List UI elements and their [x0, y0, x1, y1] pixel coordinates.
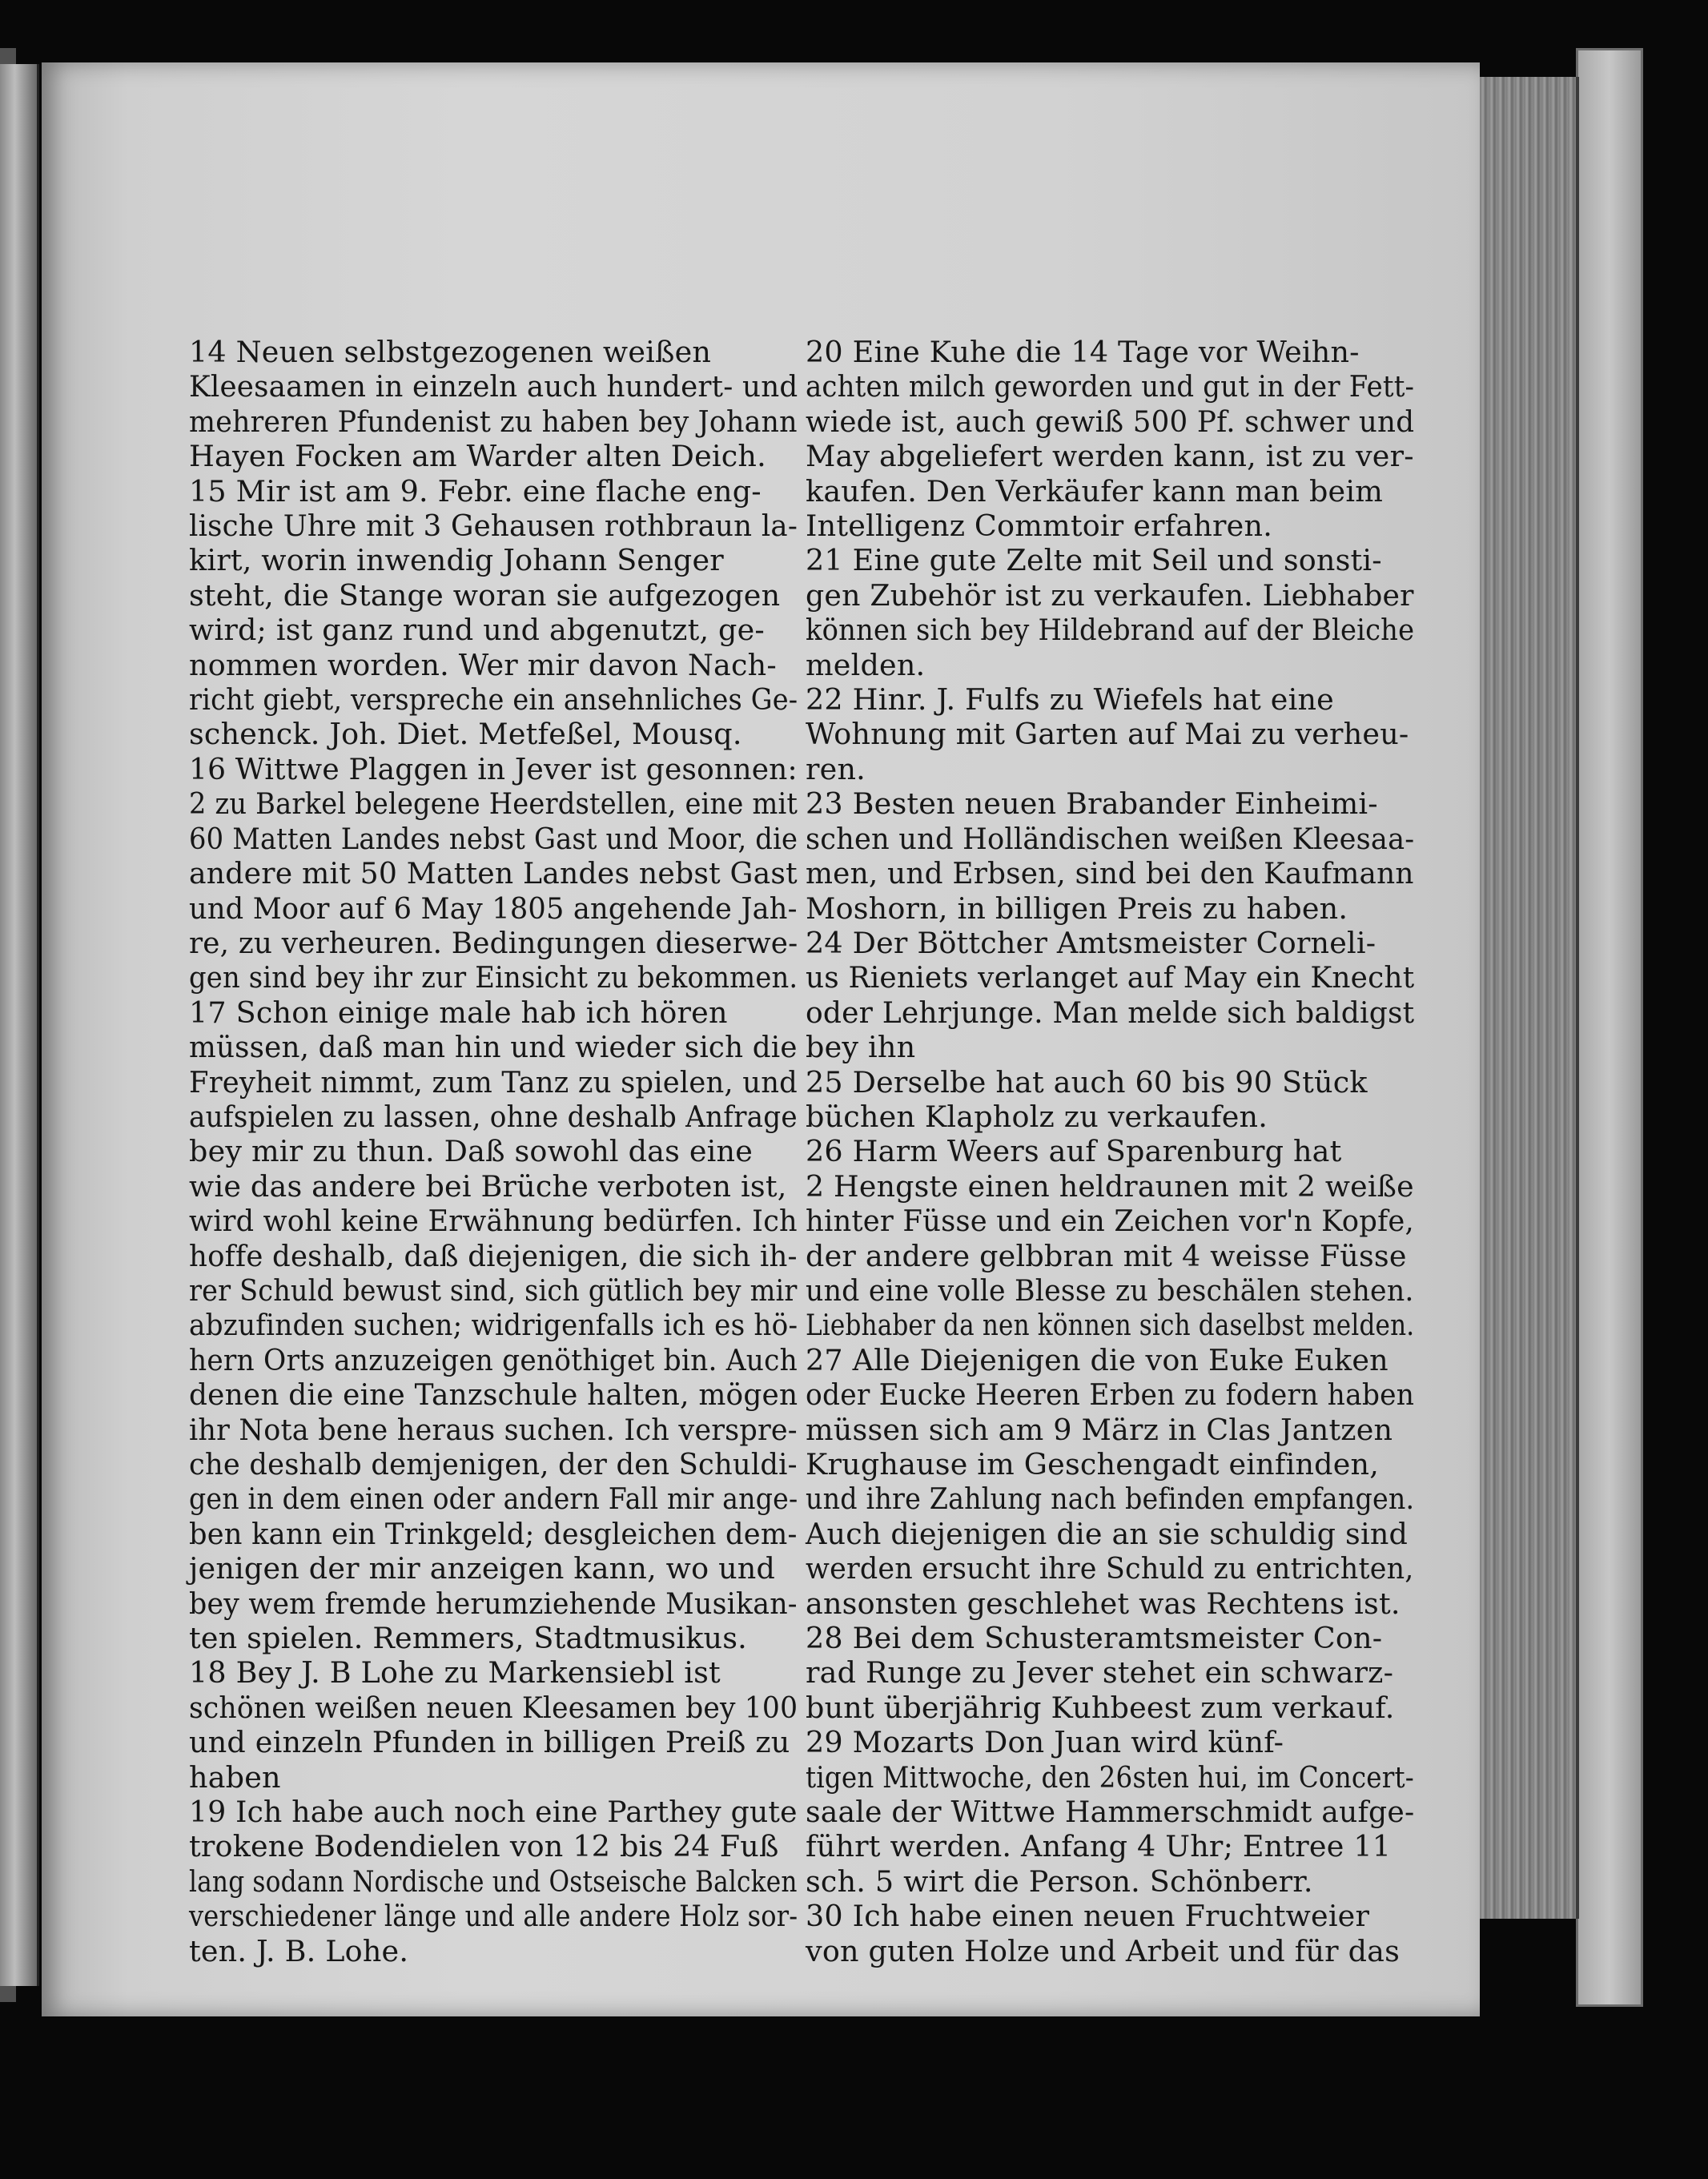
text-line: bey wem fremde herumziehende Musikan- [189, 1586, 798, 1621]
text-line: oder Lehrjunge. Man melde sich baldigst [806, 995, 1415, 1030]
text-line: hoffe deshalb, daß diejenigen, die sich ih- [189, 1238, 798, 1273]
text-line: re, zu verheuren. Bedingungen dieserwe- [189, 925, 798, 960]
text-line: und ihre Zahlung nach befinden empfangen. [806, 1481, 1415, 1517]
text-line: rer Schuld bewust sind, sich gütlich bey mir [189, 1272, 798, 1308]
text-line: 17 Schon einige male hab ich hören [189, 995, 728, 1030]
text-line: us Rieniets verlanget auf May ein Knecht [806, 960, 1415, 995]
text-line: che deshalb demjenigen, der den Schuldi- [189, 1447, 798, 1481]
text-line: ren. [806, 751, 866, 786]
text-line: Liebhaber da nen können sich daselbst melden. [806, 1308, 1415, 1343]
text-line: 25 Derselbe hat auch 60 bis 90 Stück [806, 1064, 1368, 1100]
text-line: 21 Eine gute Zelte mit Seil und sonsti- [806, 543, 1382, 578]
text-line: rad Runge zu Jever stehet ein schwarz- [806, 1655, 1394, 1691]
text-line: Freyheit nimmt, zum Tanz zu spielen, und [189, 1064, 798, 1100]
text-line: bey ihn [806, 1030, 916, 1065]
page-stack-edges [1480, 77, 1579, 1919]
text-line: 24 Der Böttcher Amtsmeister Corneli- [806, 925, 1376, 960]
text-line: 16 Wittwe Plaggen in Jever ist gesonnen: [189, 751, 798, 786]
right-text-column [806, 335, 1414, 1968]
text-line: der andere gelbbran mit 4 weisse Füsse [806, 1238, 1407, 1273]
facing-page-edge [0, 64, 39, 1986]
text-line: sch. 5 wirt die Person. Schönberr. [806, 1863, 1313, 1899]
text-line: schen und Holländischen weißen Kleesaa- [806, 821, 1415, 856]
text-line: wird; ist ganz rund und abgenutzt, ge- [189, 613, 765, 648]
text-line: müssen sich am 9 März in Clas Jantzen [806, 1412, 1393, 1447]
text-line: 28 Bei dem Schusteramtsmeister Con- [806, 1621, 1383, 1656]
text-line: bey mir zu thun. Daß sowohl das eine [189, 1134, 754, 1169]
text-line: ten. J. B. Lohe. [189, 1933, 409, 1968]
text-line: trokene Bodendielen von 12 bis 24 Fuß [189, 1829, 779, 1864]
text-line: büchen Klapholz zu verkaufen. [806, 1099, 1268, 1134]
left-text-column [189, 335, 798, 1968]
text-line: wird wohl keine Erwähnung bedürfen. Ich [189, 1204, 798, 1239]
text-line: jenigen der mir anzeigen kann, wo und [189, 1551, 776, 1586]
text-line: Hayen Focken am Warder alten Deich. [189, 439, 766, 474]
text-line: und einzeln Pfunden in billigen Preiß zu [189, 1725, 790, 1760]
text-line: tigen Mittwoche, den 26sten hui, im Concert- [806, 1759, 1414, 1795]
text-line: Kleesaamen in einzeln auch hundert- und [189, 369, 798, 404]
text-line: gen Zubehör ist zu verkaufen. Liebhaber [806, 577, 1414, 613]
text-line: Krughause im Geschengadt einfinden, [806, 1447, 1380, 1481]
text-line: bunt überjährig Kuhbeest zum verkauf. [806, 1690, 1395, 1725]
text-line: müssen, daß man hin und wieder sich die [189, 1030, 798, 1065]
text-line: von guten Holze und Arbeit und für das [806, 1933, 1401, 1968]
back-cover-edge [1576, 48, 1643, 2007]
text-line: men, und Erbsen, sind bei den Kaufmann [806, 856, 1414, 891]
text-line: und eine volle Blesse zu beschälen stehen. [806, 1272, 1414, 1308]
text-line: mehreren Pfundenist zu haben bey Johann [189, 404, 798, 439]
text-line: melden. [806, 647, 926, 682]
text-line: Auch diejenigen die an sie schuldig sind [806, 1516, 1409, 1551]
text-line: oder Eucke Heeren Erben zu fodern haben [806, 1377, 1415, 1413]
text-line: hern Orts anzuzeigen genöthiget bin. Auch [189, 1342, 798, 1377]
text-line: lische Uhre mit 3 Gehausen rothbraun la- [189, 509, 798, 544]
text-line: andere mit 50 Matten Landes nebst Gast [189, 856, 798, 891]
text-line: Moshorn, in billigen Preis zu haben. [806, 890, 1348, 926]
text-line: Intelligenz Commtoir erfahren. [806, 509, 1272, 544]
text-line: steht, die Stange woran sie aufgezogen [189, 577, 781, 613]
text-line: 19 Ich habe auch noch eine Parthey gute [189, 1795, 798, 1830]
text-line: 18 Bey J. B Lohe zu Markensiebl ist [189, 1655, 721, 1691]
text-line: achten milch geworden und gut in der Fett- [806, 369, 1415, 404]
text-line: ihr Nota bene heraus suchen. Ich verspre- [189, 1412, 798, 1447]
text-line: saale der Wittwe Hammerschmidt aufge- [806, 1795, 1415, 1830]
text-line: können sich bey Hildebrand auf der Bleiche [806, 613, 1415, 648]
text-line: verschiedener länge und alle andere Holz sor- [189, 1899, 798, 1934]
text-line: werden ersucht ihre Schuld zu entrichten, [806, 1551, 1414, 1586]
text-line: 22 Hinr. J. Fulfs zu Wiefels hat eine [806, 682, 1334, 718]
text-line: schenck. Joh. Diet. Metfeßel, Mousq. [189, 717, 742, 752]
text-line: 2 zu Barkel belegene Heerdstellen, eine mit [189, 786, 798, 822]
text-line: ben kann ein Trinkgeld; desgleichen dem- [189, 1516, 798, 1551]
text-line: gen in dem einen oder andern Fall mir ange- [189, 1481, 798, 1517]
text-line: wie das andere bei Brüche verboten ist, [189, 1168, 787, 1204]
text-line: 15 Mir ist am 9. Febr. eine flache eng- [189, 473, 762, 509]
text-line: ten spielen. Remmers, Stadtmusikus. [189, 1621, 747, 1656]
text-line: Wohnung mit Garten auf Mai zu verheu- [806, 717, 1409, 752]
text-line: haben [189, 1759, 281, 1795]
text-line: abzufinden suchen; widrigenfalls ich es hö- [189, 1308, 798, 1343]
text-line: richt giebt, verspreche ein ansehnliches Ge- [189, 682, 798, 718]
text-line: ansonsten geschlehet was Rechtens ist. [806, 1586, 1401, 1621]
text-line: und Moor auf 6 May 1805 angehende Jah- [189, 890, 798, 926]
text-line: 60 Matten Landes nebst Gast und Moor, die [189, 821, 798, 856]
text-line: 2 Hengste einen heldraunen mit 2 weiße [806, 1168, 1414, 1204]
text-line: 30 Ich habe einen neuen Fruchtweier [806, 1899, 1370, 1934]
text-line: 26 Harm Weers auf Sparenburg hat [806, 1134, 1342, 1169]
text-line: kaufen. Den Verkäufer kann man beim [806, 473, 1384, 509]
text-line: aufspielen zu lassen, ohne deshalb Anfrage [189, 1099, 798, 1134]
text-line: nommen worden. Wer mir davon Nach- [189, 647, 777, 682]
text-line: führt werden. Anfang 4 Uhr; Entree 11 [806, 1829, 1392, 1864]
text-line: 23 Besten neuen Brabander Einheimi- [806, 786, 1378, 822]
text-line: kirt, worin inwendig Johann Senger [189, 543, 724, 578]
text-line: hinter Füsse und ein Zeichen vor'n Kopfe, [806, 1204, 1414, 1239]
text-line: 14 Neuen selbstgezogenen weißen [189, 335, 712, 369]
text-line: schönen weißen neuen Kleesamen bey 100 [189, 1690, 798, 1725]
text-line: 27 Alle Diejenigen die von Euke Euken [806, 1342, 1389, 1377]
text-line: 20 Eine Kuhe die 14 Tage vor Weihn- [806, 335, 1360, 369]
text-line: lang sodann Nordische und Ostseische Balcken [189, 1863, 798, 1899]
text-line: May abgeliefert werden kann, ist zu ver- [806, 439, 1414, 474]
text-line: 29 Mozarts Don Juan wird künf- [806, 1725, 1284, 1760]
text-line: wiede ist, auch gewiß 500 Pf. schwer und [806, 404, 1415, 439]
text-line: denen die eine Tanzschule halten, mögen [189, 1377, 798, 1413]
text-line: gen sind bey ihr zur Einsicht zu bekommen. [189, 960, 798, 995]
